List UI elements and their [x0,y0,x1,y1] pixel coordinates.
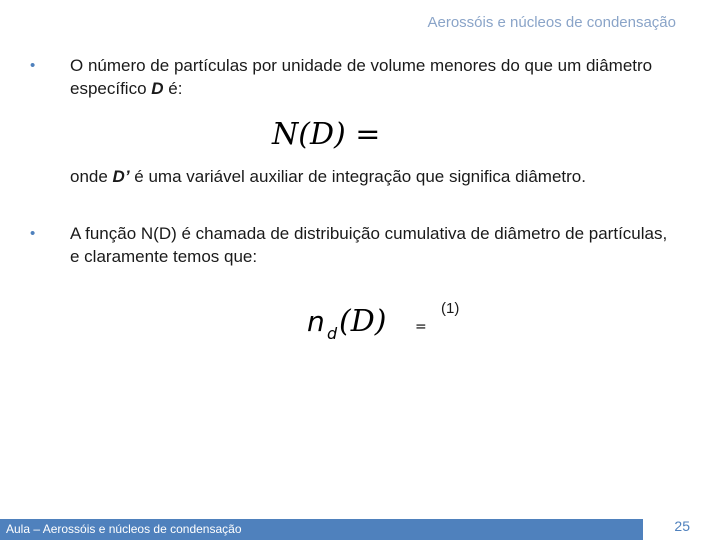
bullet-1-text [70,54,680,100]
bullet-icon: • [30,57,36,74]
note-emph: D’ [112,167,130,186]
page-number: 25 [674,518,690,534]
formula-2-sub: d [327,324,338,343]
equation-number: (1) [441,300,460,317]
formula-2-n: n [307,305,325,338]
bullet-1-text-before: O número de partículas por unidade de volume menores do que um diâmetro específico [70,56,653,98]
bullet-icon: • [30,225,36,242]
bullet-1-text-after: é: [163,79,183,98]
footer-bar [0,519,643,540]
note-after: é uma variável auxiliar de integração que significa diâmetro. [129,167,586,186]
bullet-1-emph: D [151,79,164,98]
formula-2-eq: = [415,319,427,335]
note-before: onde [70,167,113,186]
formula-cumulative [270,110,470,156]
bullet-2 [30,222,680,268]
formula-2-arg: (D) [339,304,387,339]
bullet-1 [30,54,680,100]
bullet-2-text: A função N(D) é chamada de distribuição cumulativa de diâmetro de partículas, e claramente temos que: [70,224,668,266]
slide-header-title: Aerossóis e núcleos de condensação [427,14,676,31]
footer-text: Aula – Aerossóis e núcleos de condensação [6,522,242,536]
formula-1-lhs: N(D) = [272,117,381,152]
integration-note [70,167,586,187]
formula-distribution [305,295,435,345]
